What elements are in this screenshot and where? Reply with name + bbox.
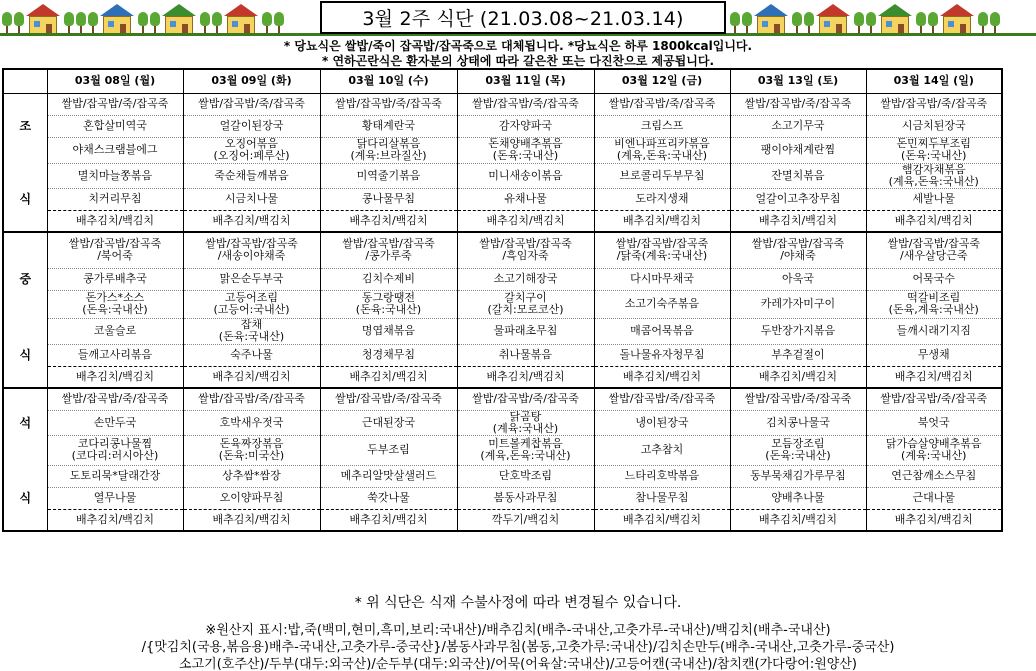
dish-name: 닭가슴살양배추볶음 xyxy=(885,437,982,450)
menu-row xyxy=(3,435,1002,465)
house-icon xyxy=(816,4,850,34)
menu-cell: 쌀밥/잡곡밥/죽/잡곡죽 xyxy=(320,93,457,115)
menu-cell: 쌀밥/잡곡밥/죽/잡곡죽 xyxy=(866,93,1002,115)
menu-cell: 북엇국 xyxy=(866,410,1002,435)
menu-cell: 참나물무침 xyxy=(594,487,730,509)
menu-cell: 다시마무채국 xyxy=(594,268,730,290)
menu-cell: 미니새송이볶음 xyxy=(457,163,594,188)
menu-cell: 브로콜리두부무침 xyxy=(594,163,730,188)
tree-icon xyxy=(150,12,160,34)
menu-cell: 배추김치/백김치 xyxy=(183,509,320,531)
menu-row xyxy=(3,388,1002,410)
day-header-row xyxy=(3,69,1002,93)
menu-cell: 배추김치/백김치 xyxy=(47,210,183,232)
menu-cell xyxy=(866,137,1002,163)
dish-origin: (돈육:미국산) xyxy=(218,449,285,462)
menu-cell xyxy=(457,410,594,435)
origin-line: ※원산지 표시:밥,죽(백미,현미,흑미,보리:국내산)/배추김치(배추-국내산,고춧가루-국내산)/백김치(배추-국내산) xyxy=(205,623,831,638)
dish-name: 쌀밥/잡곡밥/잡곡죽 xyxy=(887,237,980,251)
dish-origin: (돈육:국내산) xyxy=(355,303,422,316)
dish-origin: (갈치:모로코산) xyxy=(487,303,564,316)
menu-row xyxy=(3,344,1002,366)
menu-cell: 손만두국 xyxy=(47,410,183,435)
day-header: 03월 13일 (토) xyxy=(730,69,866,93)
house-icon xyxy=(878,4,912,34)
tree-icon xyxy=(274,12,284,34)
menu-cell: 감자양파국 xyxy=(457,115,594,137)
menu-cell: 봄동사과무침 xyxy=(457,487,594,509)
tree-icon xyxy=(200,12,210,34)
menu-cell: 치커리무침 xyxy=(47,188,183,210)
menu-cell: 숙주나물 xyxy=(183,344,320,366)
tree-icon xyxy=(928,12,938,34)
menu-cell: 청경채무침 xyxy=(320,344,457,366)
menu-cell: 배추김치/백김치 xyxy=(594,210,730,232)
menu-cell xyxy=(320,232,457,268)
menu-cell: 쌀밥/잡곡밥/죽/잡곡죽 xyxy=(594,388,730,410)
tree-icon xyxy=(866,12,876,34)
dish-name: 고등어조림 xyxy=(224,291,279,304)
meal-label-spacer xyxy=(3,465,47,487)
menu-cell: 배추김치/백김치 xyxy=(183,366,320,388)
menu-cell: 배추김치/백김치 xyxy=(866,509,1002,531)
dish-origin: /콩가루죽 xyxy=(365,249,412,263)
tree-icon xyxy=(990,12,1000,34)
menu-cell: 시금치된장국 xyxy=(866,115,1002,137)
menu-cell: 근대나물 xyxy=(866,487,1002,509)
menu-cell: 단호박조림 xyxy=(457,465,594,487)
dish-origin: (오징어:페루산) xyxy=(213,149,290,162)
menu-cell: 배추김치/백김치 xyxy=(730,210,866,232)
menu-cell: 배추김치/백김치 xyxy=(866,210,1002,232)
menu-row xyxy=(3,487,1002,509)
menu-row xyxy=(3,210,1002,232)
tree-icon xyxy=(804,12,814,34)
menu-cell: 동부묵채김가루무침 xyxy=(730,465,866,487)
menu-cell: 팽이야채계란찜 xyxy=(730,137,866,163)
menu-row xyxy=(3,93,1002,115)
tree-icon xyxy=(138,12,148,34)
house-icon xyxy=(26,4,60,34)
menu-cell: 혼합살미역국 xyxy=(47,115,183,137)
menu-cell: 콩가루배추국 xyxy=(47,268,183,290)
dish-origin: /새송이야채죽 xyxy=(217,249,286,263)
dish-origin: /흑임자죽 xyxy=(502,249,549,263)
meal-label: 석 xyxy=(3,410,47,435)
menu-cell xyxy=(866,232,1002,268)
menu-cell xyxy=(320,290,457,318)
menu-cell: 도라지생채 xyxy=(594,188,730,210)
menu-cell: 코울슬로 xyxy=(47,318,183,344)
menu-cell: 쌀밥/잡곡밥/죽/잡곡죽 xyxy=(730,388,866,410)
dish-origin: (돈육:국내산) xyxy=(901,149,967,162)
dish-name: 떡갈비조림 xyxy=(907,291,961,304)
village-decoration-left xyxy=(2,2,317,34)
page-title: 3월 2주 식단 (21.03.08~21.03.14) xyxy=(320,1,726,34)
menu-cell xyxy=(320,137,457,163)
menu-cell xyxy=(47,232,183,268)
tree-icon xyxy=(2,12,12,34)
menu-cell xyxy=(594,137,730,163)
dish-origin: (돈육:국내산) xyxy=(492,149,559,162)
diabetic-notice: * 당뇨식은 쌀밥/죽이 잡곡밥/잡곡죽으로 대체됩니다. *당뇨식은 하루 1800kcal입니다. xyxy=(283,39,753,53)
menu-cell: 물파래초무침 xyxy=(457,318,594,344)
menu-cell xyxy=(183,232,320,268)
dish-origin: (계육,돈육:국내산) xyxy=(888,174,979,188)
menu-row xyxy=(3,509,1002,531)
dish-origin: (계육,돈육:국내산) xyxy=(616,149,708,162)
menu-cell xyxy=(47,290,183,318)
menu-cell: 명엽채볶음 xyxy=(320,318,457,344)
menu-cell xyxy=(866,163,1002,188)
menu-cell xyxy=(594,232,730,268)
dish-name: 오징어볶음 xyxy=(224,137,279,150)
weekly-menu-table xyxy=(2,68,1003,532)
menu-cell: 배추김치/백김치 xyxy=(457,366,594,388)
menu-row xyxy=(3,268,1002,290)
dish-name: 닭곰탕 xyxy=(509,410,542,423)
menu-cell: 두반장가지볶음 xyxy=(730,318,866,344)
dish-origin: (돈육:국내산) xyxy=(82,303,148,316)
dish-origin: (돈육:국내산) xyxy=(765,449,831,462)
menu-row xyxy=(3,137,1002,163)
menu-cell: 소고기해장국 xyxy=(457,268,594,290)
menu-cell: 얼갈이고추장무침 xyxy=(730,188,866,210)
menu-cell xyxy=(47,435,183,465)
menu-cell: 아욱국 xyxy=(730,268,866,290)
tree-icon xyxy=(76,12,86,34)
house-icon xyxy=(162,4,196,34)
dish-name: 모듬장조림 xyxy=(771,437,825,450)
dish-origin: (계육:국내산) xyxy=(492,421,559,435)
menu-cell: 쌀밥/잡곡밥/죽/잡곡죽 xyxy=(866,388,1002,410)
menu-cell: 배추김치/백김치 xyxy=(47,509,183,531)
menu-cell: 미역줄기볶음 xyxy=(320,163,457,188)
meal-label-spacer xyxy=(3,318,47,344)
menu-cell: 배추김치/백김치 xyxy=(320,509,457,531)
day-header: 03월 12일 (금) xyxy=(594,69,730,93)
menu-cell xyxy=(730,232,866,268)
menu-row xyxy=(3,232,1002,268)
menu-cell: 쌀밥/잡곡밥/죽/잡곡죽 xyxy=(730,93,866,115)
menu-row xyxy=(3,465,1002,487)
menu-cell: 쌀밥/잡곡밥/죽/잡곡죽 xyxy=(457,93,594,115)
meal-label: 식 xyxy=(3,344,47,366)
menu-cell: 배추김치/백김치 xyxy=(594,509,730,531)
menu-cell: 배추김치/백김치 xyxy=(594,366,730,388)
menu-cell: 유채나물 xyxy=(457,188,594,210)
menu-cell xyxy=(730,435,866,465)
dish-name: 돈채양배추볶음 xyxy=(488,137,563,150)
tree-icon xyxy=(854,12,864,34)
menu-cell xyxy=(866,290,1002,318)
house-icon xyxy=(754,4,788,34)
dish-origin: (돈육:국내산) xyxy=(218,330,285,343)
dish-name: 쌀밥/잡곡밥/잡곡죽 xyxy=(479,237,572,251)
dish-name: 쌀밥/잡곡밥/잡곡죽 xyxy=(342,237,435,251)
header-banner xyxy=(0,0,1036,36)
dish-origin: /닭죽(계육:국내산) xyxy=(616,249,708,263)
day-header: 03월 11일 (목) xyxy=(457,69,594,93)
dish-origin: (계육:브라질산) xyxy=(350,149,427,162)
menu-cell: 오이양파무침 xyxy=(183,487,320,509)
menu-cell: 느타리호박볶음 xyxy=(594,465,730,487)
tree-icon xyxy=(212,12,222,34)
dish-name: 돈육짜장볶음 xyxy=(219,437,284,450)
menu-cell: 돌나물유자청무침 xyxy=(594,344,730,366)
menu-cell: 열무나물 xyxy=(47,487,183,509)
tree-icon xyxy=(792,12,802,34)
dish-name: 쌀밥/잡곡밥/잡곡죽 xyxy=(205,237,298,251)
menu-cell: 두부조림 xyxy=(320,435,457,465)
dish-name: 미트볼케찹볶음 xyxy=(488,437,563,450)
menu-cell: 황태계란국 xyxy=(320,115,457,137)
menu-cell xyxy=(183,137,320,163)
menu-cell: 냉이된장국 xyxy=(594,410,730,435)
menu-cell: 배추김치/백김치 xyxy=(320,210,457,232)
day-header: 03월 14일 (일) xyxy=(866,69,1002,93)
dish-name: 햄감자채볶음 xyxy=(901,163,966,176)
dish-name: 비엔나파프리카볶음 xyxy=(614,137,710,150)
dish-name: 돈가스*소스 xyxy=(85,291,145,304)
dish-name: 돈민찌두부조림 xyxy=(896,137,971,150)
house-icon xyxy=(100,4,134,34)
menu-row xyxy=(3,115,1002,137)
dish-origin: (코다리:러시아산) xyxy=(71,449,159,462)
menu-cell: 상추쌈*쌈장 xyxy=(183,465,320,487)
menu-cell xyxy=(457,232,594,268)
menu-cell: 쌀밥/잡곡밥/죽/잡곡죽 xyxy=(47,93,183,115)
meal-label: 조 xyxy=(3,115,47,137)
menu-cell: 김치수제비 xyxy=(320,268,457,290)
dish-origin: (돈육,계육:국내산) xyxy=(888,303,979,316)
origin-line: 소고기(호주산)/두부(대두:외국산)/순두부(대두:외국산)/어묵(어육살:국내산)/고등어캔(국내산)/참치캔(가다랑어:원양산) xyxy=(179,657,857,671)
menu-cell: 배추김치/백김치 xyxy=(457,210,594,232)
menu-cell: 죽순채들깨볶음 xyxy=(183,163,320,188)
menu-cell: 무생채 xyxy=(866,344,1002,366)
menu-cell: 맑은순두부국 xyxy=(183,268,320,290)
menu-cell: 배추김치/백김치 xyxy=(730,366,866,388)
menu-cell: 매콤어묵볶음 xyxy=(594,318,730,344)
menu-cell: 쌀밥/잡곡밥/죽/잡곡죽 xyxy=(457,388,594,410)
menu-cell: 깍두기/백김치 xyxy=(457,509,594,531)
change-notice: * 위 식단은 식재 수불사정에 따라 변경될수 있습니다. xyxy=(354,595,682,611)
meal-label-spacer xyxy=(3,290,47,318)
menu-cell: 잔멸치볶음 xyxy=(730,163,866,188)
day-header: 03월 10일 (수) xyxy=(320,69,457,93)
menu-cell: 들깨고사리볶음 xyxy=(47,344,183,366)
menu-cell: 쌀밥/잡곡밥/죽/잡곡죽 xyxy=(47,388,183,410)
meal-label-spacer xyxy=(3,210,47,232)
menu-cell: 메추리알맛살샐러드 xyxy=(320,465,457,487)
meal-label-spacer xyxy=(3,163,47,188)
menu-row xyxy=(3,318,1002,344)
menu-cell: 카레가자미구이 xyxy=(730,290,866,318)
tree-icon xyxy=(978,12,988,34)
menu-cell: 호박새우젓국 xyxy=(183,410,320,435)
day-header: 03월 08일 (월) xyxy=(47,69,183,93)
menu-row xyxy=(3,188,1002,210)
menu-cell: 연근참깨소스무침 xyxy=(866,465,1002,487)
dish-name: 동그랑땡전 xyxy=(361,291,416,304)
menu-cell xyxy=(457,137,594,163)
menu-cell: 얼갈이된장국 xyxy=(183,115,320,137)
day-header: 03월 09일 (화) xyxy=(183,69,320,93)
dish-name: 쌀밥/잡곡밥/잡곡죽 xyxy=(615,237,709,251)
menu-cell: 쌀밥/잡곡밥/죽/잡곡죽 xyxy=(183,93,320,115)
tree-icon xyxy=(14,12,24,34)
dysphagia-notice: * 연하곤란식은 환자분의 상태에 따라 갈은찬 또는 다진찬으로 제공됩니다. xyxy=(321,54,715,68)
menu-cell: 멸치마늘쫑볶음 xyxy=(47,163,183,188)
menu-cell: 쌀밥/잡곡밥/죽/잡곡죽 xyxy=(320,388,457,410)
meal-label: 식 xyxy=(3,188,47,210)
menu-cell: 배추김치/백김치 xyxy=(183,210,320,232)
tree-icon xyxy=(916,12,926,34)
meal-label-spacer xyxy=(3,137,47,163)
meal-label-spacer xyxy=(3,232,47,268)
dish-origin: /야채죽 xyxy=(780,249,816,263)
menu-row xyxy=(3,410,1002,435)
meal-label-spacer xyxy=(3,509,47,531)
menu-cell: 배추김치/백김치 xyxy=(47,366,183,388)
menu-cell: 어묵국수 xyxy=(866,268,1002,290)
corner-cell xyxy=(3,69,47,93)
menu-cell: 야채스크램블에그 xyxy=(47,137,183,163)
house-icon xyxy=(224,4,258,34)
menu-row xyxy=(3,163,1002,188)
dish-origin: (계육,돈육:국내산) xyxy=(480,449,571,462)
meal-label-spacer xyxy=(3,388,47,410)
menu-row xyxy=(3,366,1002,388)
menu-cell xyxy=(183,435,320,465)
dish-name: 닭다리살볶음 xyxy=(356,137,421,150)
dish-name: 쌀밥/잡곡밥/잡곡죽 xyxy=(68,237,162,251)
menu-cell: 배추김치/백김치 xyxy=(866,366,1002,388)
menu-cell: 세발나물 xyxy=(866,188,1002,210)
dish-origin: /북어죽 xyxy=(97,249,133,263)
meal-label-spacer xyxy=(3,93,47,115)
menu-cell: 근대된장국 xyxy=(320,410,457,435)
dish-origin: /새우살당근죽 xyxy=(900,249,968,263)
menu-cell: 시금치나물 xyxy=(183,188,320,210)
menu-cell: 들깨시래기지짐 xyxy=(866,318,1002,344)
dish-name: 잡채 xyxy=(240,318,263,331)
menu-cell: 쌀밥/잡곡밥/죽/잡곡죽 xyxy=(594,93,730,115)
tree-icon xyxy=(88,12,98,34)
village-decoration-right xyxy=(730,2,1036,34)
menu-row xyxy=(3,290,1002,318)
tree-icon xyxy=(64,12,74,34)
tree-icon xyxy=(730,12,740,34)
meal-label-spacer xyxy=(3,435,47,465)
menu-cell xyxy=(457,435,594,465)
meal-label-spacer xyxy=(3,366,47,388)
menu-cell: 부추겉절이 xyxy=(730,344,866,366)
meal-label: 중 xyxy=(3,268,47,290)
menu-cell xyxy=(183,318,320,344)
menu-cell: 콩나물무침 xyxy=(320,188,457,210)
menu-cell: 도토리묵*달래간장 xyxy=(47,465,183,487)
dish-name: 쌀밥/잡곡밥/잡곡죽 xyxy=(751,237,845,251)
tree-icon xyxy=(262,12,272,34)
house-icon xyxy=(940,4,974,34)
menu-cell: 쌀밥/잡곡밥/죽/잡곡죽 xyxy=(183,388,320,410)
menu-cell: 배추김치/백김치 xyxy=(730,509,866,531)
meal-label: 식 xyxy=(3,487,47,509)
menu-cell: 소고기숙주볶음 xyxy=(594,290,730,318)
menu-cell xyxy=(457,290,594,318)
dish-origin: (계육:국내산) xyxy=(901,449,967,462)
menu-cell: 김치콩나물국 xyxy=(730,410,866,435)
menu-cell: 소고기무국 xyxy=(730,115,866,137)
tree-icon xyxy=(742,12,752,34)
dish-origin: (고등어:국내산) xyxy=(213,303,290,316)
dish-name: 코다리콩나물찜 xyxy=(77,437,153,450)
menu-cell: 고추참치 xyxy=(594,435,730,465)
menu-cell xyxy=(866,435,1002,465)
dish-name: 갈치구이 xyxy=(504,291,547,304)
menu-cell: 쑥갓나물 xyxy=(320,487,457,509)
origin-line: /{맛김치(국용,볶음용)배추-국내산,고춧가루-중국산}/봄동사과무침(봄동,고춧가루:국내산)/김치손만두(배추-국내산,고춧가루-중국산) xyxy=(141,640,895,655)
menu-cell: 크림스프 xyxy=(594,115,730,137)
menu-cell: 배추김치/백김치 xyxy=(320,366,457,388)
menu-cell: 양배추나물 xyxy=(730,487,866,509)
menu-cell xyxy=(183,290,320,318)
menu-cell: 취나물볶음 xyxy=(457,344,594,366)
